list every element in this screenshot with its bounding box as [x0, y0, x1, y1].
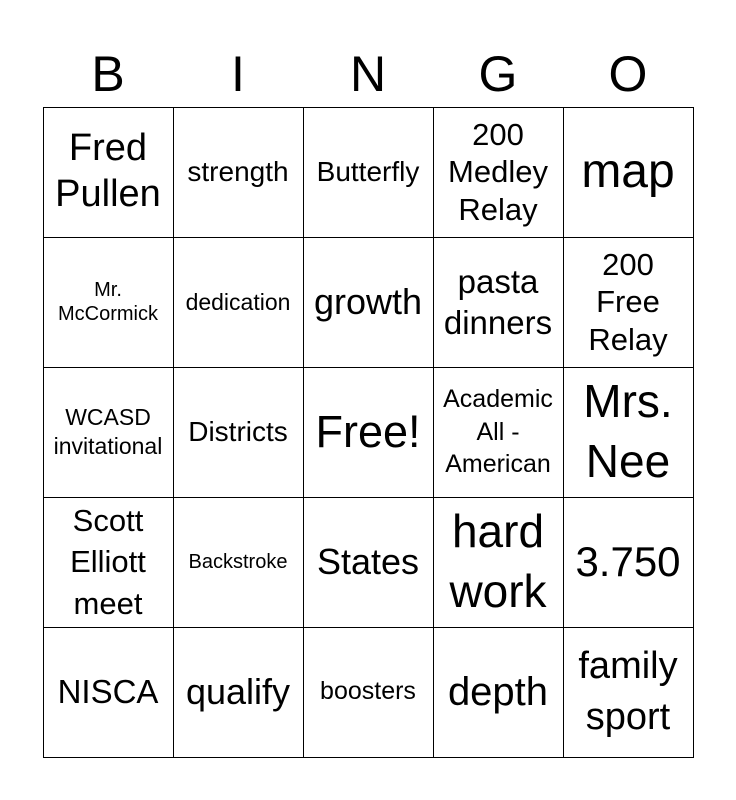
header-letter-g: G: [478, 46, 518, 102]
cell-label: Mrs. Nee: [583, 375, 673, 487]
bingo-cell[interactable]: [303, 497, 434, 628]
cell-label: Scott Elliott meet: [70, 503, 146, 621]
cell-label: Fred Pullen: [55, 127, 161, 215]
header-letter-n: N: [349, 46, 387, 102]
bingo-cell[interactable]: [43, 367, 174, 498]
bingo-cell[interactable]: [173, 367, 304, 498]
bingo-cell[interactable]: [303, 367, 434, 498]
bingo-cell[interactable]: [303, 627, 434, 758]
cell-label: Free!: [315, 406, 421, 457]
cell-label: NISCA: [57, 673, 159, 711]
bingo-cell[interactable]: [43, 497, 174, 628]
cell-label: 200 Medley Relay: [448, 117, 548, 227]
cell-label: 3.750: [575, 537, 681, 585]
bingo-cell[interactable]: [433, 627, 564, 758]
cell-label: depth: [447, 670, 549, 714]
bingo-board: [43, 107, 693, 757]
bingo-cell[interactable]: [433, 497, 564, 628]
header-letter-i: I: [231, 46, 245, 102]
cell-label: Backstroke: [188, 551, 288, 573]
bingo-cell[interactable]: [43, 627, 174, 758]
bingo-cell[interactable]: [563, 367, 694, 498]
cell-label: Mr. McCormick: [58, 279, 158, 325]
cell-label: Academic All - American: [443, 385, 553, 479]
bingo-cell[interactable]: [43, 237, 174, 368]
bingo-cell[interactable]: [563, 107, 694, 238]
bingo-cell[interactable]: [433, 107, 564, 238]
bingo-cell[interactable]: [433, 237, 564, 368]
bingo-cell[interactable]: [563, 497, 694, 628]
header-letter-b: B: [91, 46, 125, 102]
cell-label: 200 Free Relay: [588, 247, 668, 357]
bingo-cell[interactable]: [563, 627, 694, 758]
bingo-cell[interactable]: [173, 107, 304, 238]
cell-label: map: [581, 145, 675, 199]
bingo-cell[interactable]: [173, 627, 304, 758]
cell-label: WCASD invitational: [53, 404, 163, 459]
cell-label: States: [316, 541, 420, 583]
bingo-cell[interactable]: [303, 107, 434, 238]
bingo-cell[interactable]: [173, 497, 304, 628]
cell-label: growth: [313, 281, 423, 323]
bingo-cell[interactable]: [303, 237, 434, 368]
cell-label: family sport: [578, 644, 678, 738]
bingo-cell[interactable]: [43, 107, 174, 238]
cell-label: strength: [187, 156, 289, 188]
cell-label: pasta dinners: [443, 262, 553, 341]
cell-label: hard work: [449, 505, 547, 617]
bingo-header: [43, 40, 693, 108]
bingo-cell[interactable]: [433, 367, 564, 498]
bingo-cell[interactable]: [173, 237, 304, 368]
header-letter-o: O: [608, 46, 648, 102]
bingo-cell[interactable]: [563, 237, 694, 368]
cell-label: Districts: [188, 416, 288, 448]
cell-label: qualify: [185, 671, 291, 713]
cell-label: boosters: [320, 677, 416, 706]
cell-label: dedication: [185, 288, 291, 315]
cell-label: Butterfly: [316, 156, 420, 188]
